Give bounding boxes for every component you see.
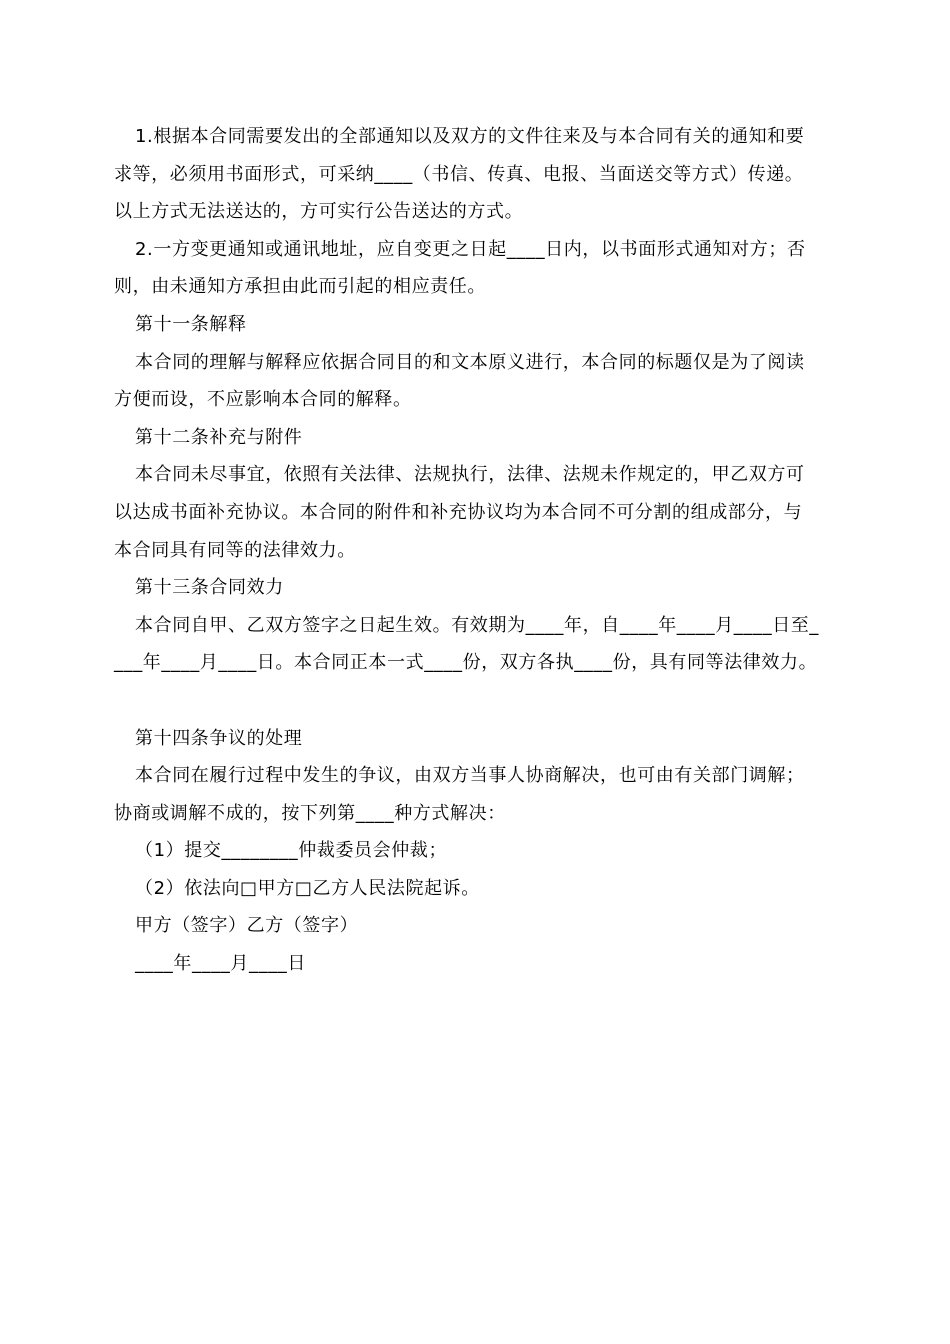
article-12-line-2: 以达成书面补充协议。本合同的附件和补充协议均为本合同不可分割的组成部分，与 (114, 501, 803, 523)
article-14-heading: 第十四条争议的处理 (135, 727, 303, 749)
signature-line: 甲方（签字）乙方（签字） (135, 915, 359, 937)
article-14-line-1: 本合同在履行过程中发生的争议，由双方当事人协商解决，也可由有关部门调解； (135, 765, 805, 787)
article-11-heading: 第十一条解释 (135, 313, 247, 335)
article-12-line-1: 本合同未尽事宜，依照有关法律、法规执行，法律、法规未作规定的，甲乙双方可 (135, 464, 805, 486)
clause-1-line-3: 以上方式无法送达的，方可实行公告送达的方式。 (114, 201, 524, 223)
article-14-option-2: （2）依法向□甲方□乙方人民法院起诉。 (135, 877, 480, 899)
clause-2-line-1: 2.一方变更通知或通讯地址，应自变更之日起____日内，以书面形式通知对方；否 (135, 238, 806, 260)
clause-1-line-2: 求等，必须用书面形式，可采纳____（书信、传真、电报、当面送交等方式）传递。 (114, 163, 804, 185)
article-14-option-1: （1）提交________仲裁委员会仲裁； (135, 840, 448, 862)
date-line: ____年____月____日 (135, 953, 306, 975)
article-13-line-1: 本合同自甲、乙双方签字之日起生效。有效期为____年，自____年____月____日至_ (135, 614, 819, 636)
clause-1-line-1: 1.根据本合同需要发出的全部通知以及双方的文件往来及与本合同有关的通知和要 (135, 126, 805, 147)
article-13-line-2: ___年____月____日。本合同正本一式____份，双方各执____份，具有同等法律效力。 (114, 652, 818, 674)
article-12-line-3: 本合同具有同等的法律效力。 (114, 539, 356, 561)
article-12-heading: 第十二条补充与附件 (135, 426, 303, 448)
clause-2-line-2: 则，由未通知方承担由此而引起的相应责任。 (114, 276, 486, 298)
contract-page (114, 118, 838, 983)
article-13-heading: 第十三条合同效力 (135, 577, 284, 599)
article-11-line-1: 本合同的理解与解释应依据合同目的和文本原义进行，本合同的标题仅是为了阅读 (135, 351, 805, 373)
article-11-line-2: 方便而设，不应影响本合同的解释。 (114, 389, 412, 411)
article-14-line-2: 协商或调解不成的，按下列第____种方式解决： (114, 802, 506, 824)
paragraph-gap (114, 682, 838, 720)
